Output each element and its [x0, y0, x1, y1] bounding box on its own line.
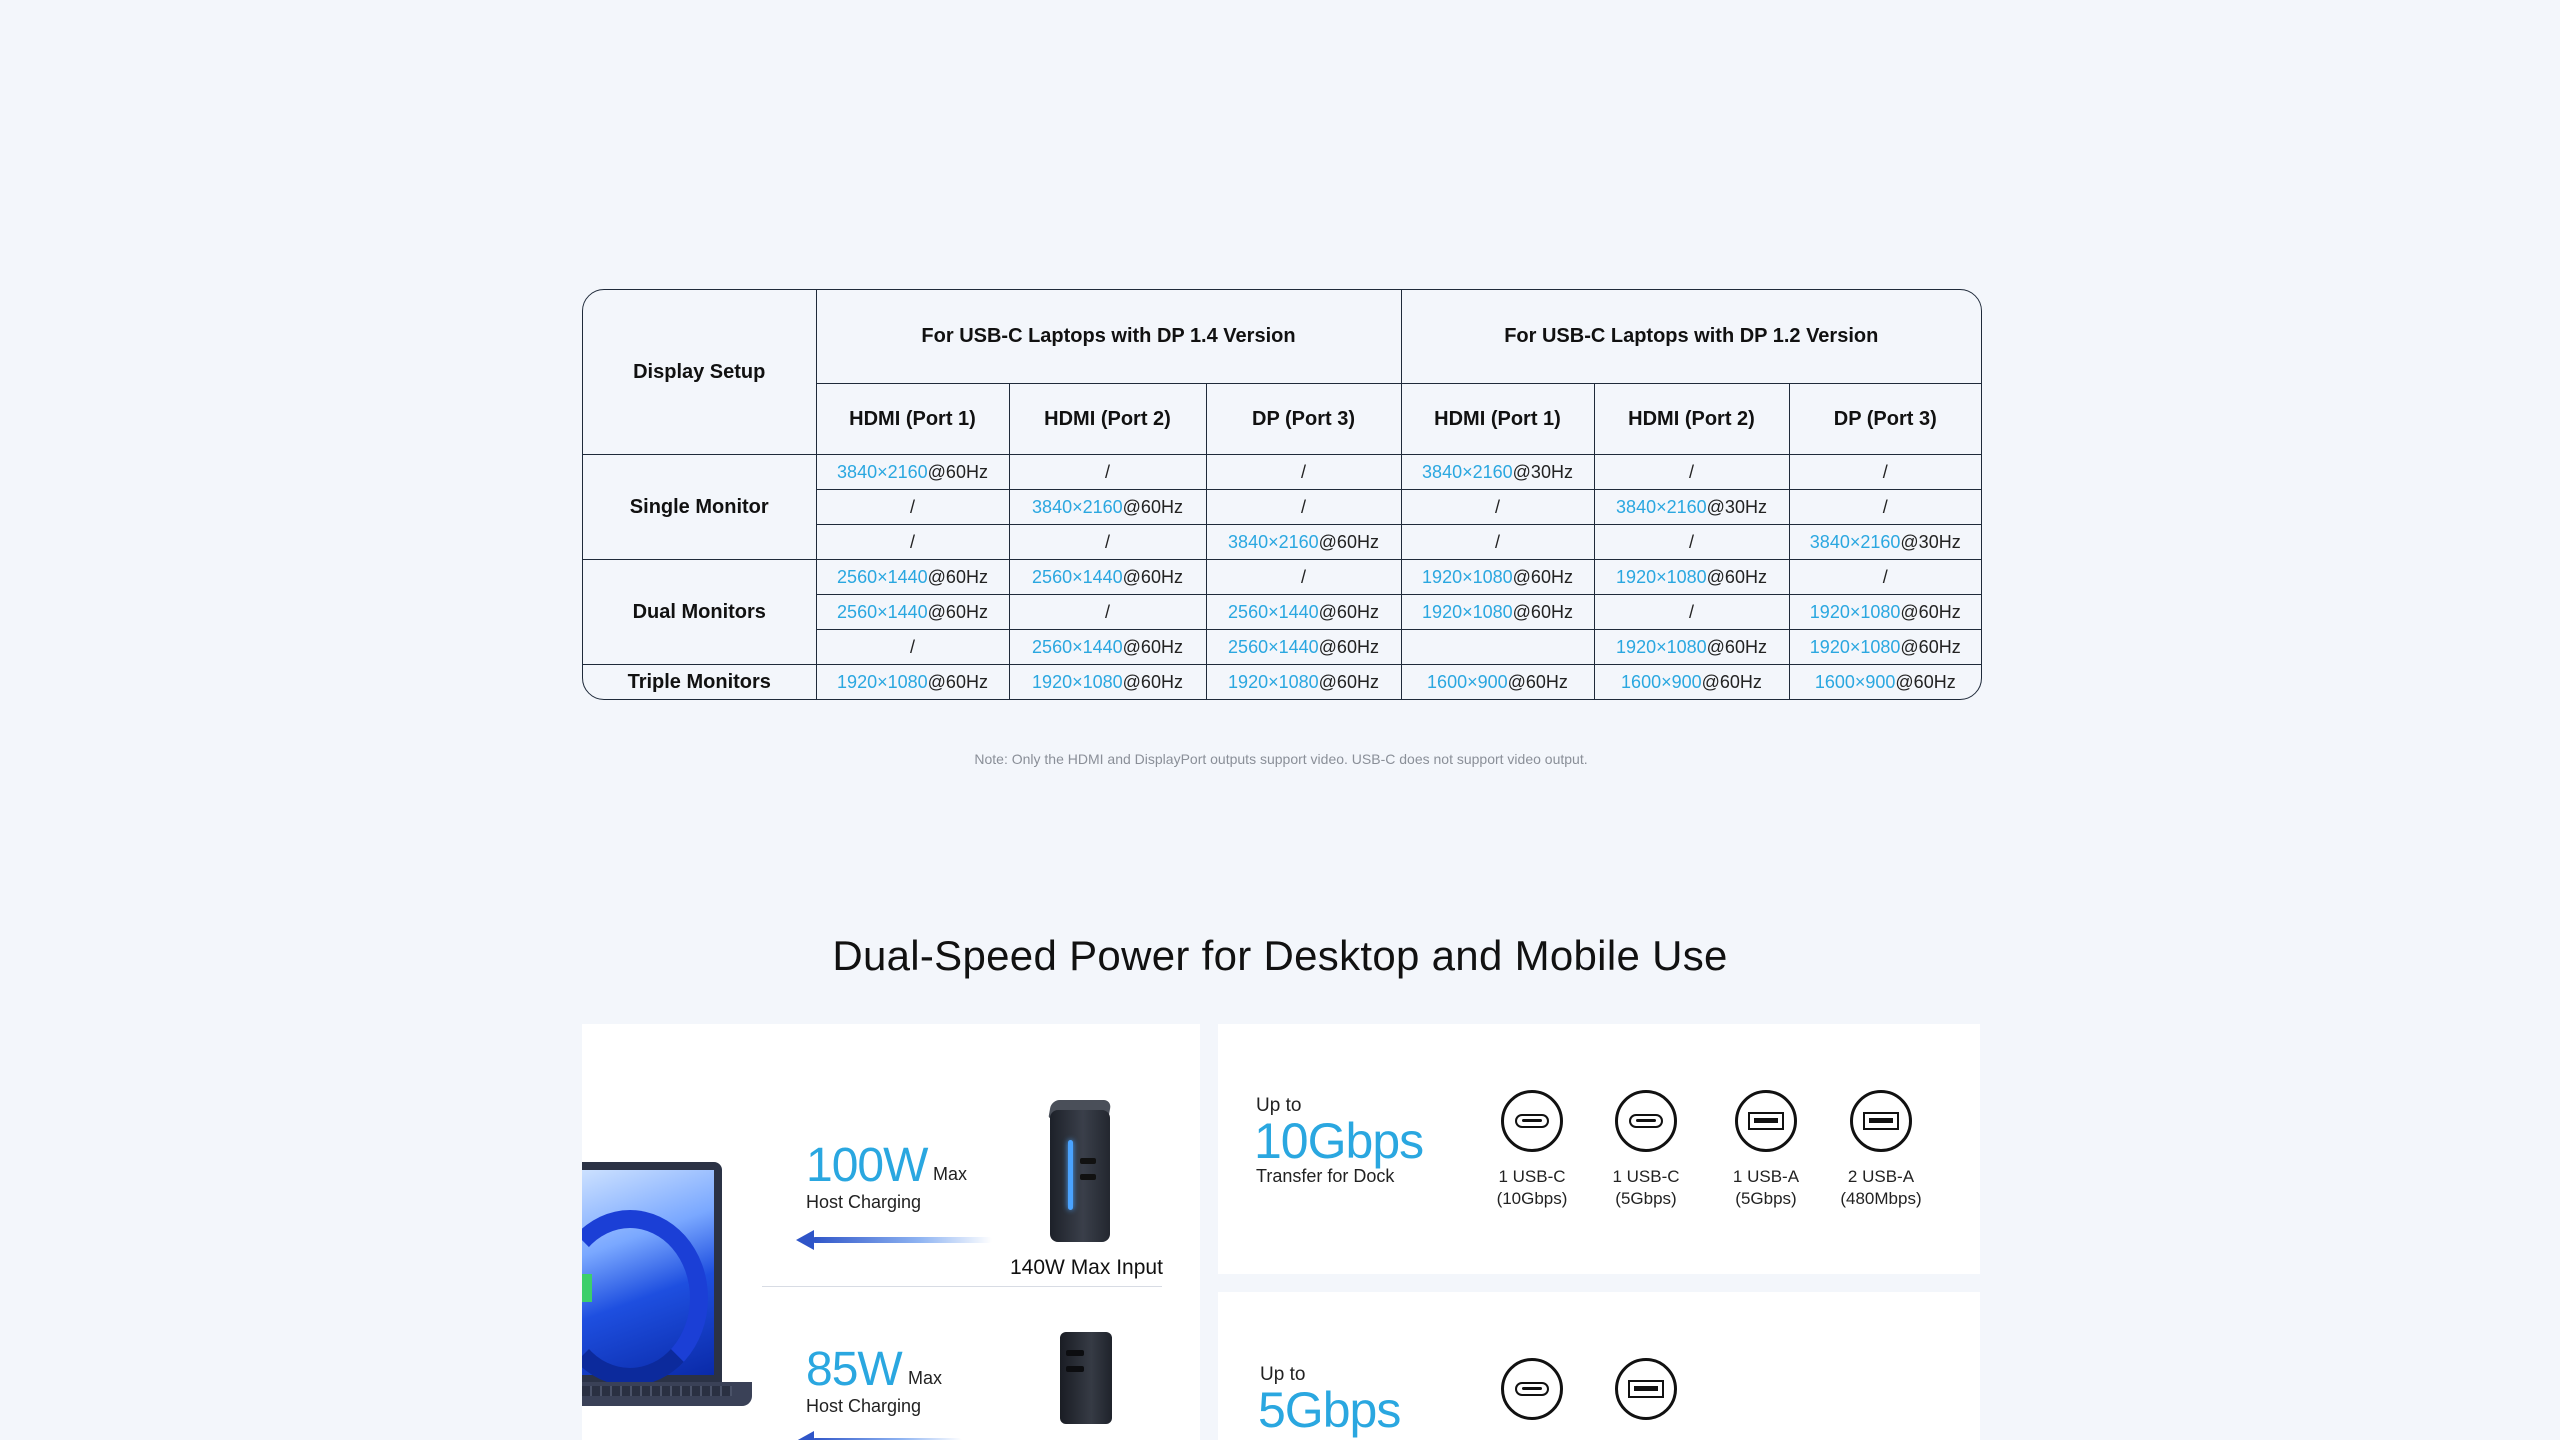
table-cell: / — [1009, 595, 1206, 630]
port-header: HDMI (Port 2) — [1009, 384, 1206, 455]
table-cell: 2560×1440@60Hz — [1206, 630, 1401, 665]
usb-a-icon — [1850, 1090, 1912, 1152]
port-label: 1 USB-A (5Gbps) — [1732, 1167, 1800, 1208]
table-cell: / — [1789, 560, 1981, 595]
table-cell — [1401, 630, 1594, 665]
dock-tall-image — [1050, 1100, 1116, 1242]
table-cell: / — [1401, 490, 1594, 525]
table-cell: / — [1206, 455, 1401, 490]
table-cell: 2560×1440@60Hz — [1009, 560, 1206, 595]
usb-c-icon — [1615, 1090, 1677, 1152]
transfer-speed: 5Gbps — [1258, 1382, 1401, 1438]
table-cell: 3840×2160@60Hz — [816, 455, 1009, 490]
port-header: HDMI (Port 1) — [816, 384, 1009, 455]
port-label: 1 USB-C (10Gbps) — [1496, 1167, 1568, 1208]
table-cell: 2560×1440@60Hz — [1206, 595, 1401, 630]
table-row — [583, 455, 1981, 490]
port-header: DP (Port 3) — [1206, 384, 1401, 455]
table-cell: / — [1594, 525, 1789, 560]
port-label: 2 USB-A (480Mbps) — [1840, 1167, 1922, 1208]
usb-c-icon — [1501, 1090, 1563, 1152]
table-cell: / — [1789, 455, 1981, 490]
port-usb-a-480mbps — [1826, 1090, 1936, 1210]
table-cell: 3840×2160@30Hz — [1401, 455, 1594, 490]
display-setup-table — [582, 289, 1982, 700]
transfer-speed: 10Gbps — [1254, 1113, 1424, 1169]
charge-85w-value: 85W — [806, 1343, 902, 1396]
table-cell: 1920×1080@60Hz — [1789, 630, 1981, 665]
table-cell: 3840×2160@30Hz — [1594, 490, 1789, 525]
section-title: Dual-Speed Power for Desktop and Mobile Use — [832, 932, 1728, 979]
transfer-subtitle: Transfer for Dock — [1256, 1166, 1395, 1186]
table-cell: / — [1594, 595, 1789, 630]
table-cell: 1600×900@60Hz — [1789, 665, 1981, 700]
table-cell: / — [1206, 560, 1401, 595]
table-cell: 1920×1080@60Hz — [1594, 560, 1789, 595]
port-usb-a-5gbps — [1711, 1090, 1821, 1210]
table-cell: 1920×1080@60Hz — [1401, 595, 1594, 630]
transfer-card-10gbps — [1218, 1024, 1980, 1274]
port-usb-c-5gbps — [1591, 1090, 1701, 1210]
usb-a-icon — [1615, 1358, 1677, 1420]
charge-100w-max: Max — [933, 1164, 968, 1184]
charge-100w-value: 100W — [806, 1139, 928, 1192]
table-cell: / — [816, 630, 1009, 665]
table-cell: 1920×1080@60Hz — [1009, 665, 1206, 700]
port-usb-a — [1591, 1358, 1701, 1420]
table-cell: / — [1206, 490, 1401, 525]
group-header-dp12: For USB-C Laptops with DP 1.2 Version — [1401, 290, 1981, 384]
port-usb-c — [1477, 1358, 1587, 1420]
row-label-dual: Dual Monitors — [583, 560, 816, 665]
charging-card — [582, 1024, 1200, 1440]
table-note: Note: Only the HDMI and DisplayPort outputs support video. USB-C does not support video output. — [974, 751, 1588, 767]
table-cell: / — [1009, 455, 1206, 490]
charge-arrow-icon — [812, 1237, 992, 1243]
table-row — [583, 665, 1981, 700]
usb-a-icon — [1735, 1090, 1797, 1152]
display-setup-section — [582, 289, 1980, 809]
table-cell: 3840×2160@60Hz — [1009, 490, 1206, 525]
table-cell: / — [1009, 525, 1206, 560]
table-cell: 1920×1080@60Hz — [816, 665, 1009, 700]
table-cell: 3840×2160@60Hz — [1206, 525, 1401, 560]
charge-85w-sub: Host Charging — [806, 1396, 922, 1416]
transfer-upto: Up to — [1256, 1095, 1302, 1116]
charge-100w-sub: Host Charging — [806, 1192, 922, 1212]
table-cell: 3840×2160@30Hz — [1789, 525, 1981, 560]
port-label: 1 USB-C (5Gbps) — [1612, 1167, 1680, 1208]
table-cell: 1920×1080@60Hz — [1401, 560, 1594, 595]
table-cell: 1920×1080@60Hz — [1594, 630, 1789, 665]
table-cell: 1920×1080@60Hz — [1206, 665, 1401, 700]
table-cell: / — [816, 525, 1009, 560]
charge-85w-max: Max — [908, 1368, 943, 1388]
dock-compact-image — [1060, 1324, 1118, 1424]
transfer-card-5gbps — [1218, 1292, 1980, 1440]
card-divider — [762, 1286, 1162, 1287]
table-cell: / — [1401, 525, 1594, 560]
table-row — [583, 560, 1981, 595]
transfer-upto: Up to — [1260, 1364, 1306, 1385]
table-cell: / — [1594, 455, 1789, 490]
port-header: HDMI (Port 1) — [1401, 384, 1594, 455]
usb-c-icon — [1501, 1358, 1563, 1420]
dock-input-caption: 140W Max Input — [1010, 1256, 1163, 1279]
port-header: DP (Port 3) — [1789, 384, 1981, 455]
table-cell: 2560×1440@60Hz — [816, 560, 1009, 595]
table-cell: / — [816, 490, 1009, 525]
group-header-dp14: For USB-C Laptops with DP 1.4 Version — [816, 290, 1401, 384]
table-cell: 2560×1440@60Hz — [1009, 630, 1206, 665]
table-cell: 1920×1080@60Hz — [1789, 595, 1981, 630]
row-label-single: Single Monitor — [583, 455, 816, 560]
row-label-triple: Triple Monitors — [583, 665, 816, 700]
table-cell: 1600×900@60Hz — [1594, 665, 1789, 700]
port-usb-c-10gbps — [1477, 1090, 1587, 1210]
table-cell: 1600×900@60Hz — [1401, 665, 1594, 700]
table-cell: / — [1789, 490, 1981, 525]
port-header: HDMI (Port 2) — [1594, 384, 1789, 455]
table-cell: 2560×1440@60Hz — [816, 595, 1009, 630]
table-corner-header: Display Setup — [583, 290, 816, 455]
laptop-image — [582, 1162, 732, 1432]
